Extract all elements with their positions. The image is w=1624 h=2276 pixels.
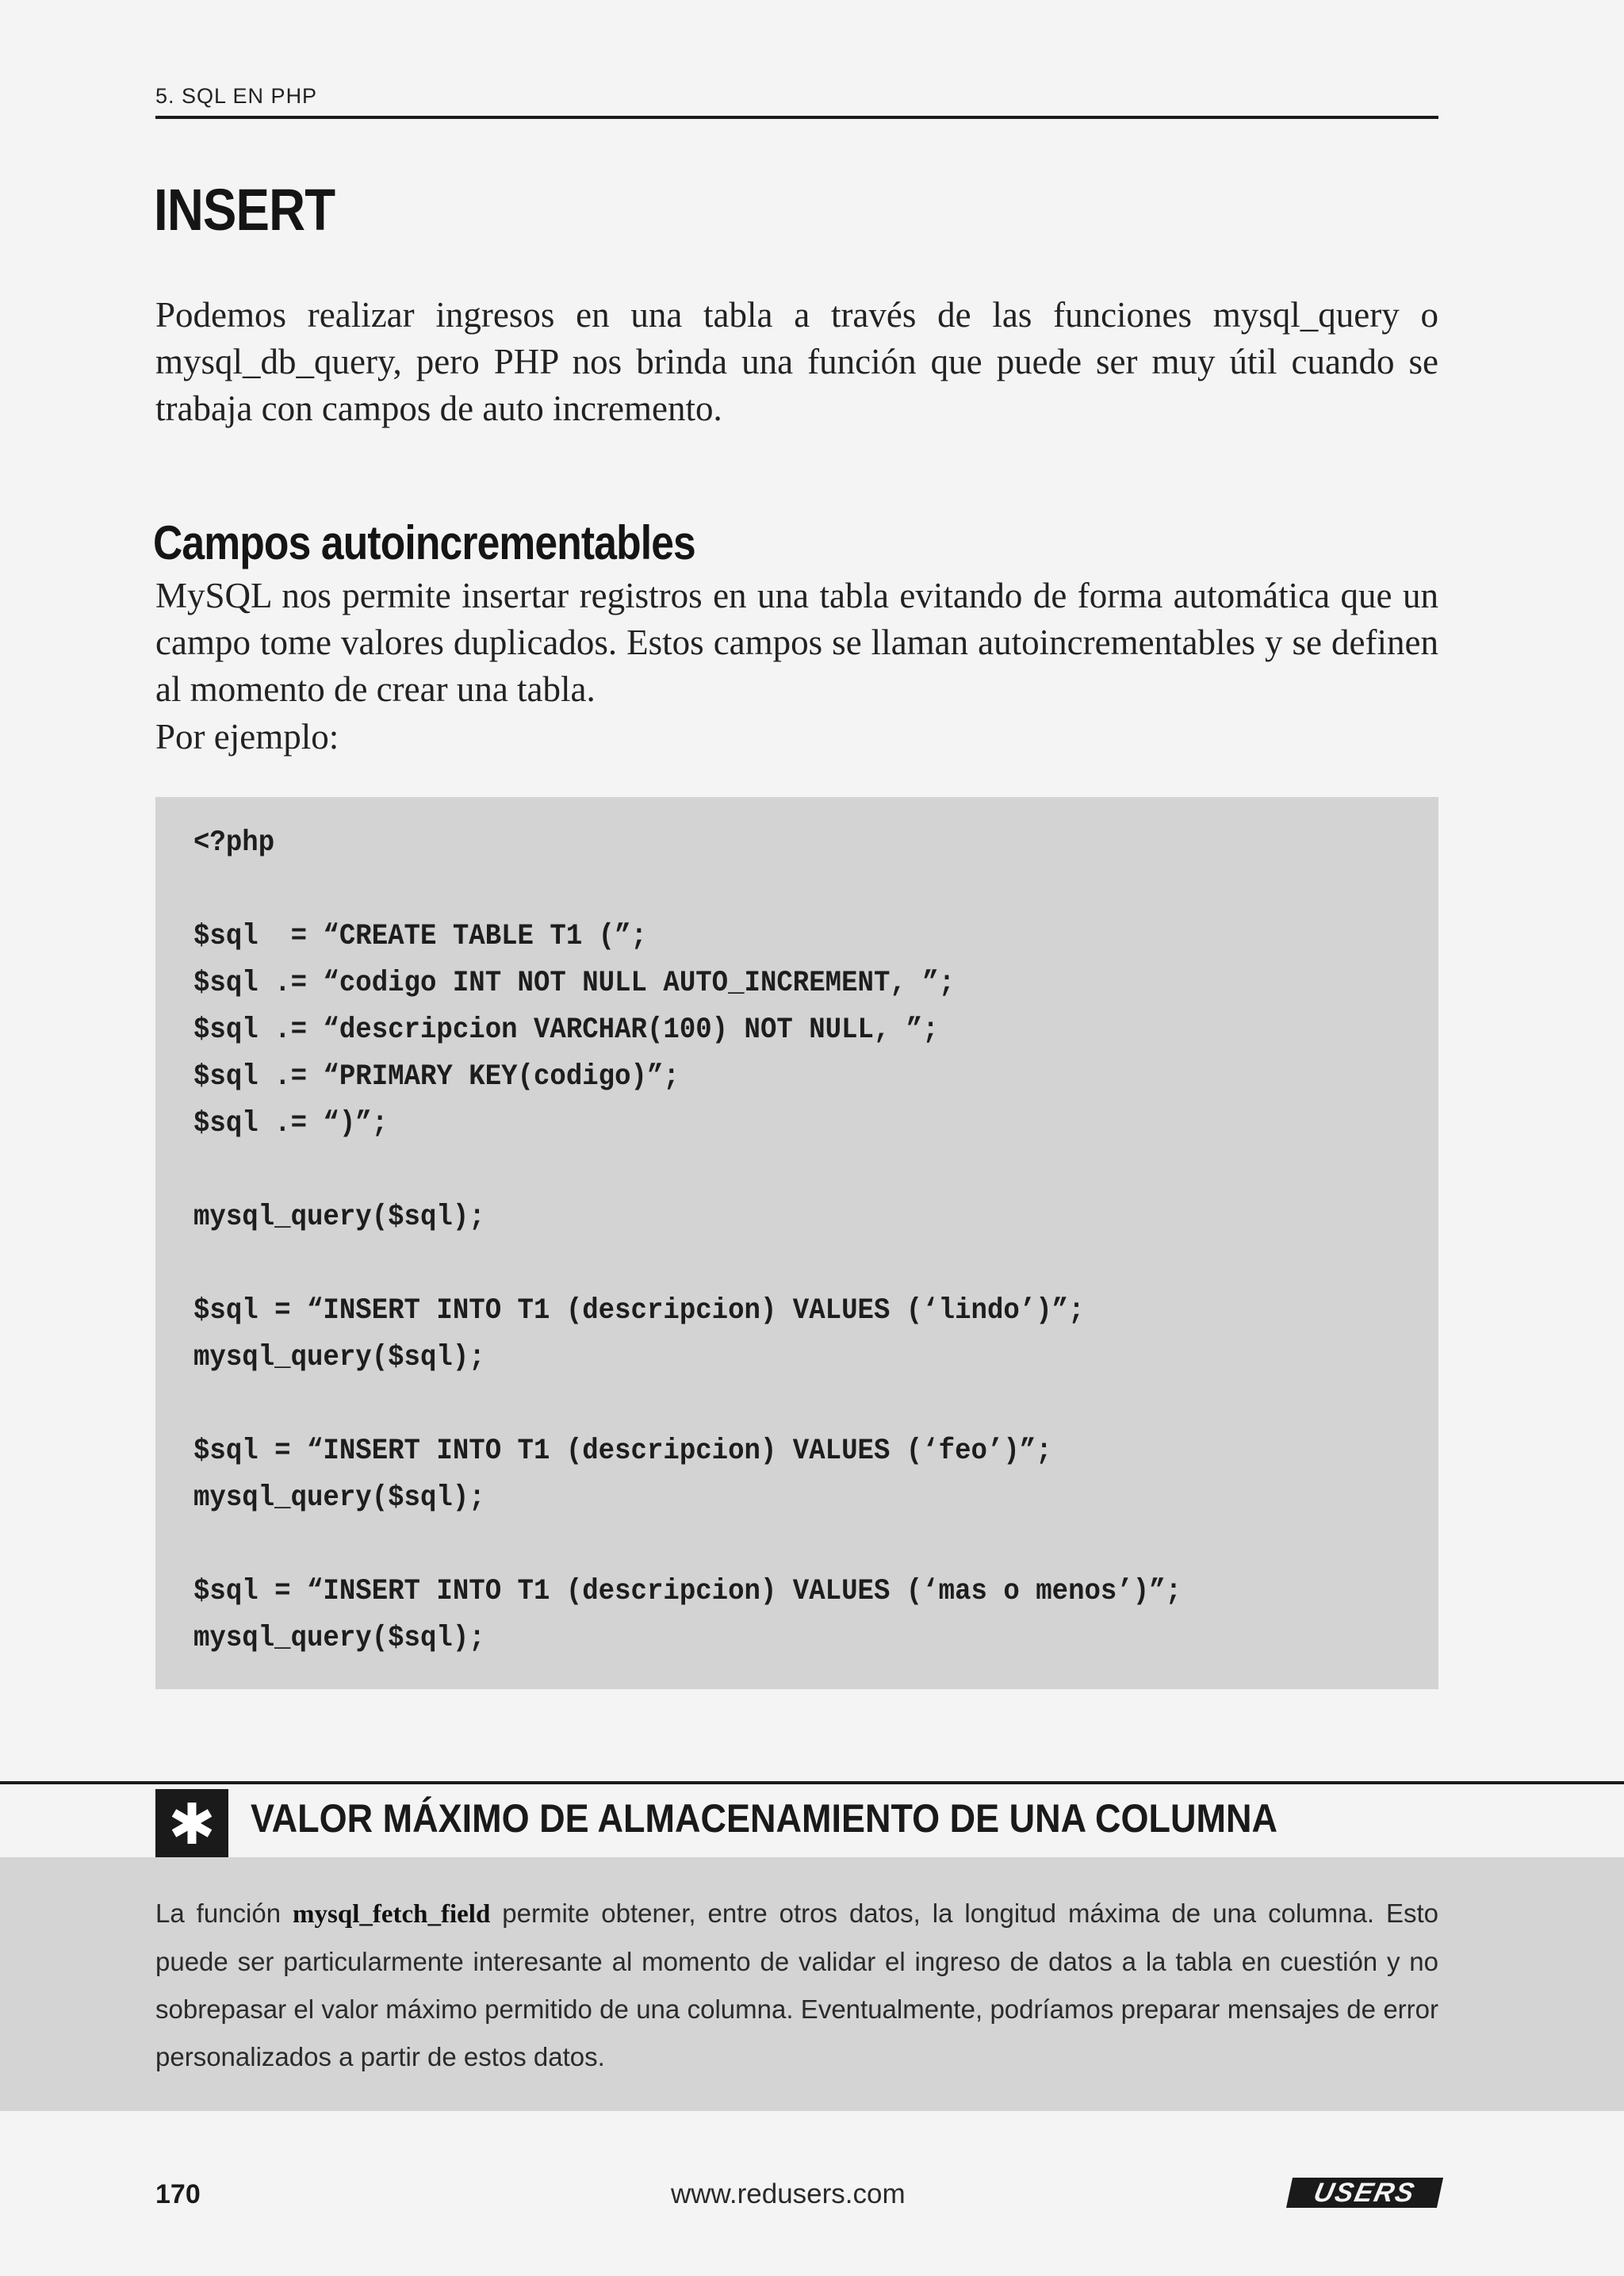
code-line: $sql = “INSERT INTO T1 (descripcion) VALUES (‘feo’)”;	[193, 1435, 1052, 1468]
code-block	[155, 797, 1438, 1689]
code-line: mysql_query($sql);	[193, 1341, 485, 1374]
subsection-paragraph: MySQL nos permite insertar registros en una tabla evitando de forma automática que un campo tome valores duplicados. Estos campos se llaman autoincrementables y se definen al momento de crear una tabla.	[155, 576, 1438, 709]
tip-box-text-start: La función	[155, 1899, 293, 1928]
tip-box-keyword: mysql_fetch_field	[293, 1900, 491, 1929]
code-line: $sql = “INSERT INTO T1 (descripcion) VALUES (‘lindo’)”;	[193, 1294, 1085, 1328]
asterisk-icon	[155, 1789, 228, 1857]
section-title: INSERT	[154, 177, 335, 243]
intro-paragraph: Podemos realizar ingresos en una tabla a través de las funciones mysql_query o mysql_db_query, pero PHP nos brinda una función que puede ser muy útil cuando se trabaja con campos de auto incremento.	[155, 295, 1438, 428]
footer-url: www.redusers.com	[671, 2178, 906, 2209]
tip-box-text-end: permite obtener, entre otros datos, la longitud máxima de una columna. Esto puede ser particularmente interesante al momento de validar el ingreso de datos a la tabla en cuestión y no sobrepasar el valor máximo permitido de una columna. Eventualmente, podríamos preparar mensajes de error personalizados a partir de estos datos.	[155, 1899, 1438, 2071]
code-line: $sql = “INSERT INTO T1 (descripcion) VALUES (‘mas o menos’)”;	[193, 1575, 1182, 1608]
code-line: mysql_query($sql);	[193, 1481, 485, 1515]
code-line: mysql_query($sql);	[193, 1201, 485, 1234]
publisher-logo-text: USERS	[1311, 2177, 1419, 2208]
code-line: $sql .= “descripcion VARCHAR(100) NOT NULL, ”;	[193, 1013, 939, 1047]
code-line: $sql .= “codigo INT NOT NULL AUTO_INCREMENT, ”;	[193, 967, 956, 1000]
code-line: $sql .= “)”;	[193, 1107, 389, 1140]
code-line: <?php	[193, 826, 275, 860]
example-intro: Por ejemplo:	[155, 717, 339, 757]
page-number: 170	[155, 2179, 201, 2209]
subsection-title: Campos autoincrementables	[153, 516, 695, 569]
code-line: $sql .= “PRIMARY KEY(codigo)”;	[193, 1060, 680, 1094]
code-line: $sql = “CREATE TABLE T1 (”;	[193, 920, 647, 953]
code-line: mysql_query($sql);	[193, 1622, 485, 1655]
tip-box-text	[155, 1890, 1438, 2081]
tip-box-rule	[0, 1781, 1624, 1784]
tip-box-title: VALOR MÁXIMO DE ALMACENAMIENTO DE UNA COLUMNA	[251, 1796, 1277, 1841]
running-head: 5. SQL EN PHP	[155, 84, 1438, 119]
publisher-logo	[1286, 2178, 1443, 2208]
